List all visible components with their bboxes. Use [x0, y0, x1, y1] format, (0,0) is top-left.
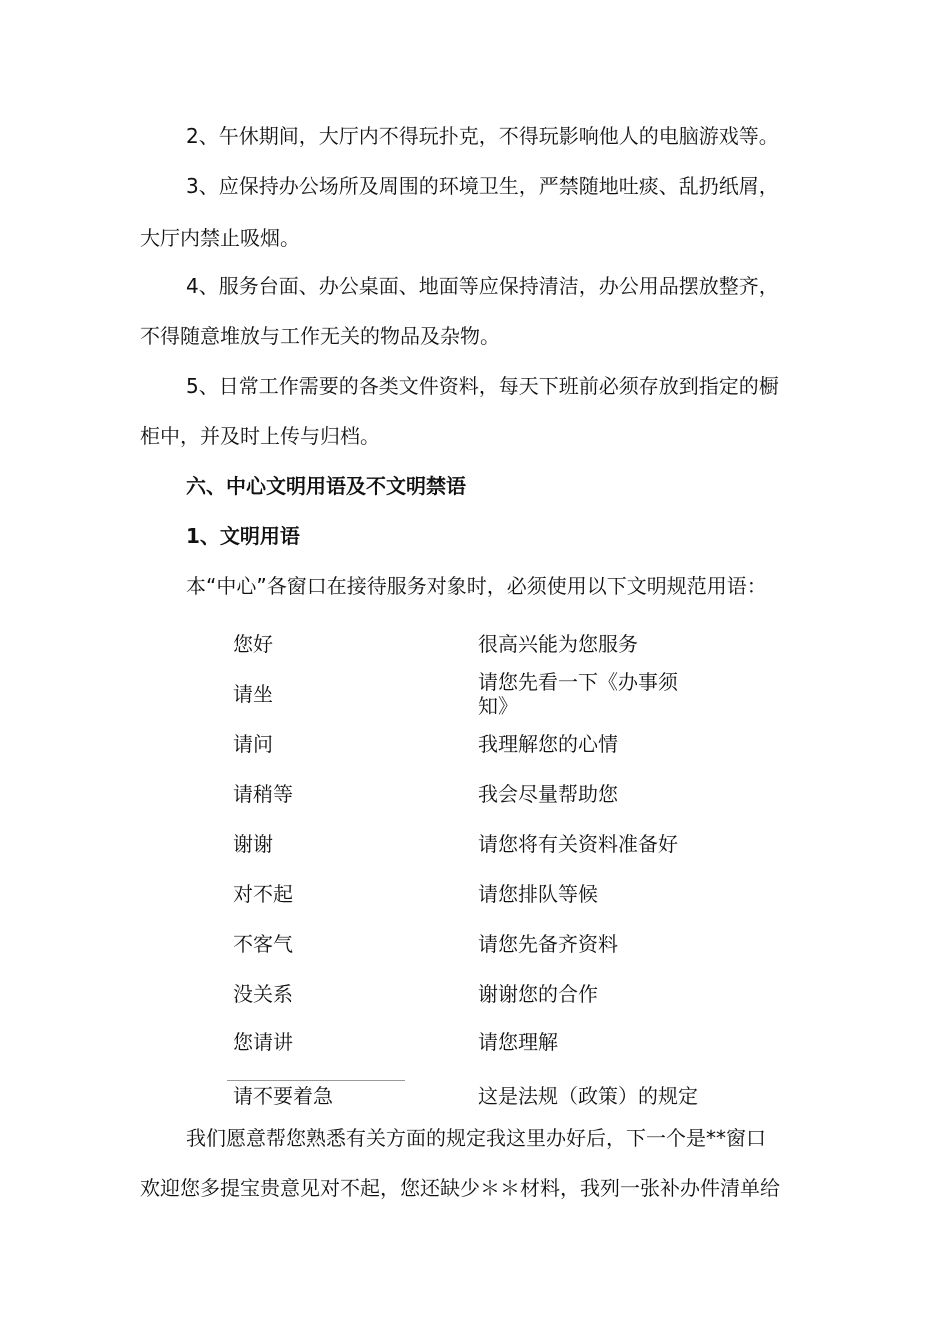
phrase-right: 请您排队等候 — [478, 882, 598, 906]
section-subtitle: 1、文明用语 — [186, 524, 300, 548]
phrase-right: 我会尽量帮助您 — [478, 782, 618, 806]
phrase-right: 我理解您的心情 — [478, 732, 618, 756]
phrase-left: 对不起 — [233, 882, 293, 906]
section-intro: 本“中心”各窗口在接待服务对象时，必须使用以下文明规范用语： — [186, 574, 767, 598]
paragraph-3-line-1: 3、应保持办公场所及周围的环境卫生，严禁随地吐痰、乱扔纸屑， — [186, 174, 779, 198]
closing-line-2: 欢迎您多提宝贵意见对不起，您还缺少＊＊材料，我列一张补办件清单给 — [140, 1176, 780, 1200]
phrase-left: 请稍等 — [233, 782, 293, 806]
paragraph-3-line-2: 大厅内禁止吸烟。 — [140, 226, 300, 250]
paragraph-4-line-1: 4、服务台面、办公桌面、地面等应保持清洁，办公用品摆放整齐， — [186, 274, 779, 298]
phrase-left: 没关系 — [233, 982, 293, 1006]
phrase-left: 请坐 — [233, 682, 273, 706]
paragraph-4-line-2: 不得随意堆放与工作无关的物品及杂物。 — [140, 324, 500, 348]
phrase-right: 请您先看一下《办事须知》 — [478, 670, 678, 718]
phrase-right: 很高兴能为您服务 — [478, 632, 638, 656]
phrase-left: 请不要着急 — [233, 1084, 333, 1108]
phrase-left: 您好 — [233, 632, 273, 656]
phrase-right: 请您先备齐资料 — [478, 932, 618, 956]
section-title: 六、中心文明用语及不文明禁语 — [186, 474, 466, 498]
phrase-right: 这是法规（政策）的规定 — [478, 1084, 698, 1108]
phrase-left: 不客气 — [233, 932, 293, 956]
paragraph-5-line-1: 5、日常工作需要的各类文件资料，每天下班前必须存放到指定的橱 — [186, 374, 779, 398]
phrase-right: 谢谢您的合作 — [478, 982, 598, 1006]
closing-line-1: 我们愿意帮您熟悉有关方面的规定我这里办好后，下一个是**窗口 — [186, 1126, 766, 1150]
phrase-right: 请您将有关资料准备好 — [478, 832, 678, 856]
paragraph-2: 2、午休期间，大厅内不得玩扑克，不得玩影响他人的电脑游戏等。 — [186, 124, 779, 148]
paragraph-5-line-2: 柜中，并及时上传与归档。 — [140, 424, 380, 448]
table-divider — [227, 1080, 405, 1081]
phrase-left: 您请讲 — [233, 1030, 293, 1054]
phrase-right: 请您理解 — [478, 1030, 558, 1054]
phrase-left: 谢谢 — [233, 832, 273, 856]
phrase-left: 请问 — [233, 732, 273, 756]
